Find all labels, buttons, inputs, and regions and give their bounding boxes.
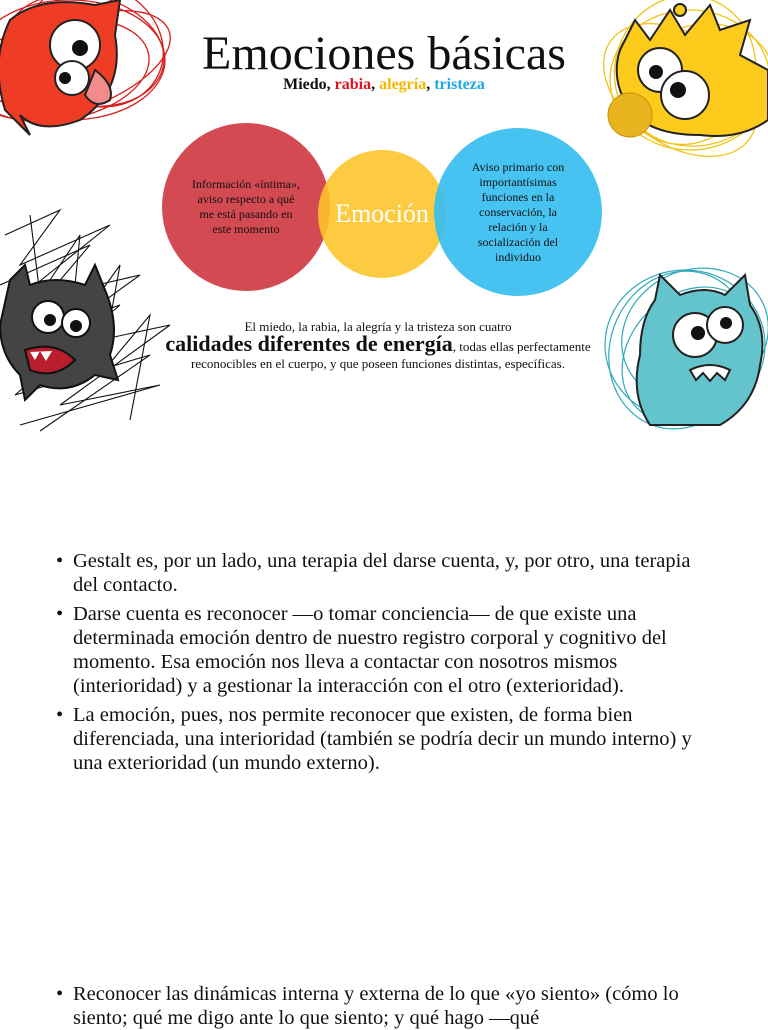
bullet-item: • Reconocer las dinámicas interna y externa de lo que «yo siento» (cómo lo siento; qué me digo ante lo que siento; y qué hago —qué xyxy=(54,982,714,1030)
teal-monster-icon xyxy=(600,255,768,432)
intro-paragraph xyxy=(160,318,596,372)
subtitle-rabia: rabia xyxy=(334,76,372,93)
red-circle xyxy=(162,123,330,291)
center-circle-label: Emoción xyxy=(335,199,429,228)
subtitle-alegria: alegría xyxy=(379,76,427,93)
page-title: Emociones básicas xyxy=(202,27,566,80)
bullet-item: • Gestalt es, por un lado, una terapia del darse cuenta, y, por otro, una terapia del contacto. xyxy=(54,549,714,597)
gray-monster-icon xyxy=(0,205,180,432)
bullet-item: • Darse cuenta es reconocer —o tomar conciencia— de que existe una determinada emoción dentro de nuestro registro corporal y cognitivo del momento. Esa emoción nos lleva a contactar con nosotros mismos (interioridad) y a gestionar la interacción con el otro (exterioridad). xyxy=(54,602,714,698)
subtitle-miedo: Miedo xyxy=(283,76,327,93)
slide-emociones-basicas xyxy=(0,0,768,432)
blue-circle-text: Aviso primario con importantísimas funciones en la conservación, la relación y la socialización del individuo xyxy=(471,159,565,264)
subtitle-separator: , xyxy=(326,76,335,93)
bullet-item: • La emoción, pues, nos permite reconocer que existen, de forma bien diferenciada, una interioridad (también se podría decir un mundo interno) y una exterioridad (un mundo externo). xyxy=(54,703,714,775)
subtitle-separator: , xyxy=(371,76,380,93)
subtitle-separator: , xyxy=(426,76,435,93)
red-circle-text: Información «íntima», aviso respecto a qué me está pasando en este momento xyxy=(192,177,300,236)
center-label-wrap xyxy=(318,150,446,278)
blue-circle xyxy=(434,128,602,296)
intro-rest: , todas ellas perfectamente reconocibles en el cuerpo, y que poseen funciones distintas, específicas. xyxy=(191,339,591,371)
subtitle-tristeza: tristeza xyxy=(434,76,485,93)
bottom-bullet-list xyxy=(54,982,714,1030)
intro-line1: El miedo, la rabia, la alegría y la tristeza son cuatro xyxy=(244,319,512,334)
subtitle xyxy=(0,76,768,94)
slide-gestalt xyxy=(0,432,768,1029)
intro-emphasis: calidades diferentes de energía xyxy=(165,331,453,356)
bullet-list xyxy=(54,549,714,780)
